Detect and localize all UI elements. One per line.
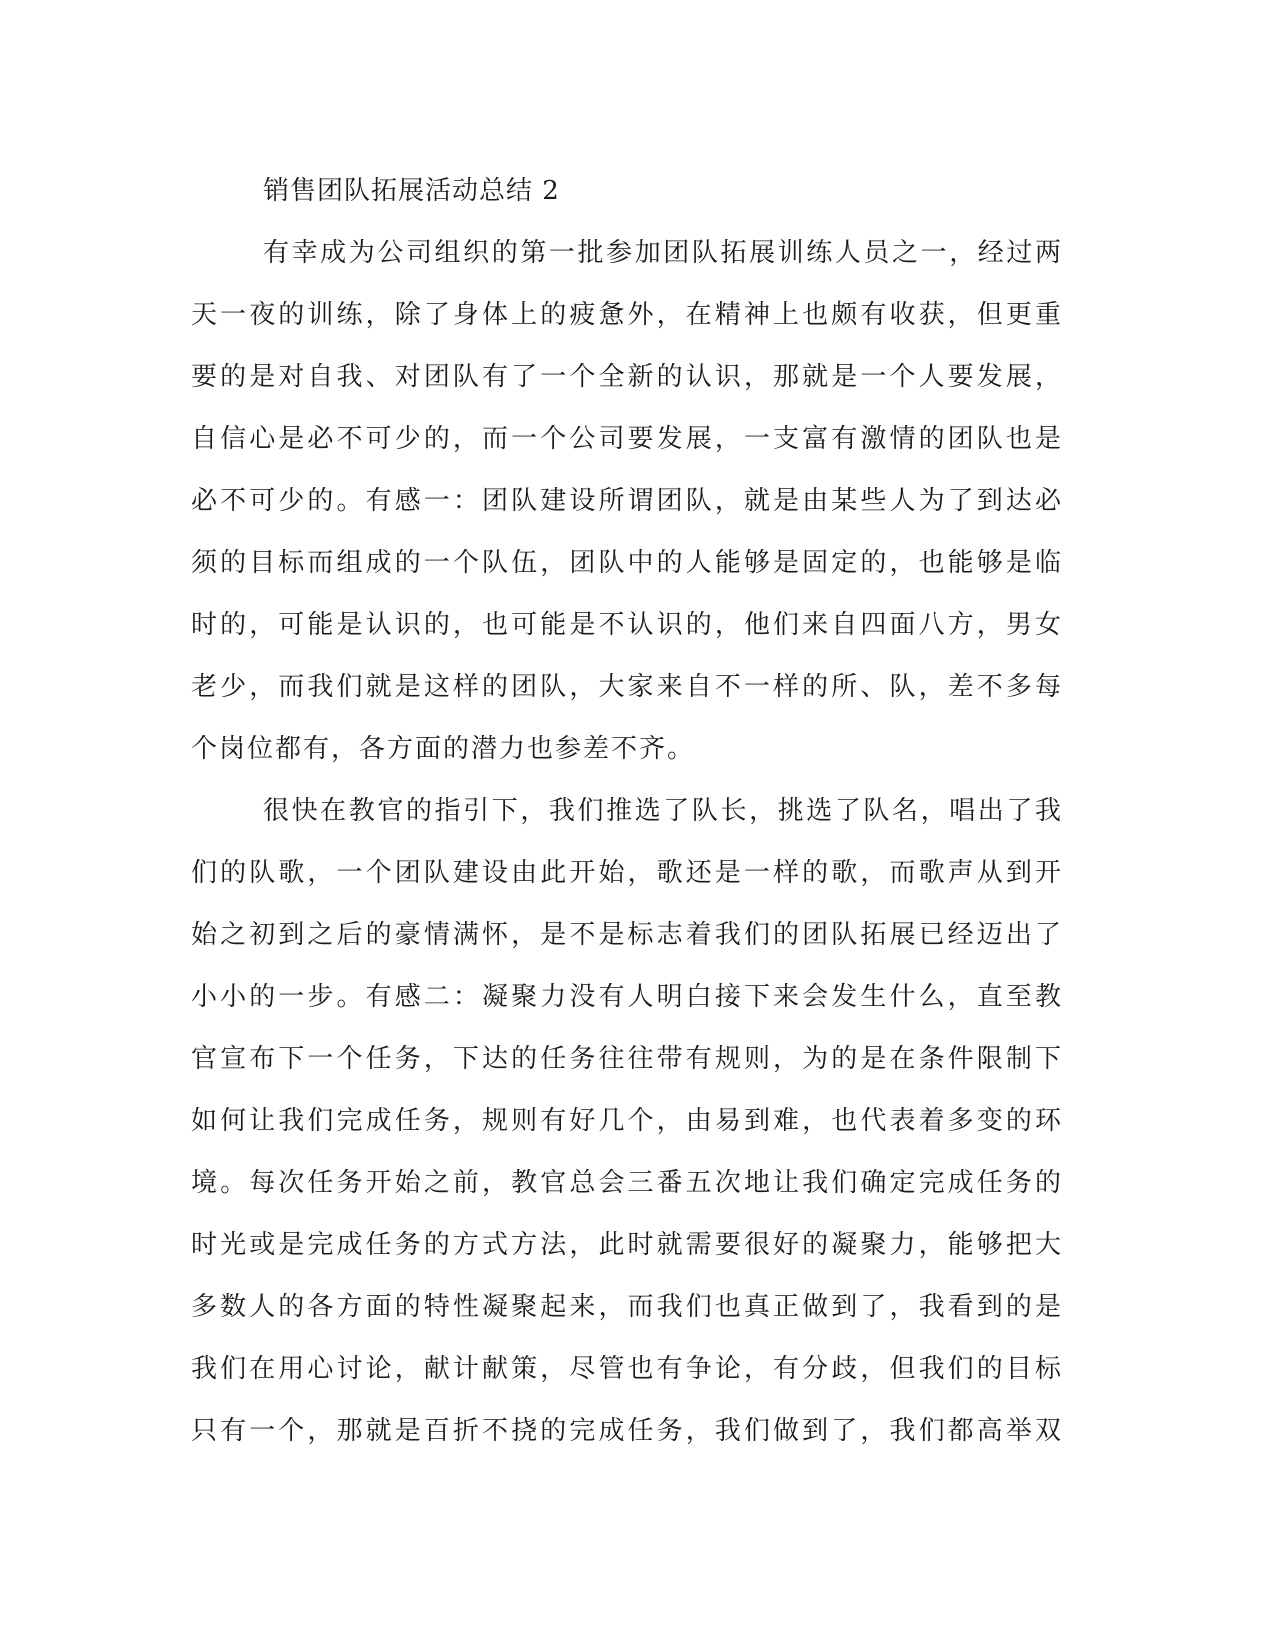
text-line: 要的是对自我、对团队有了一个全新的认识，那就是一个人要发展， <box>191 362 1061 392</box>
text-line: 我们在用心讨论，献计献策，尽管也有争论，有分歧，但我们的目标 <box>191 1354 1061 1384</box>
paragraph-2 <box>191 780 1061 1462</box>
text-line: 小小的一步。有感二：凝聚力没有人明白接下来会发生什么，直至教 <box>191 982 1061 1012</box>
text-line: 个岗位都有，各方面的潜力也参差不齐。 <box>191 734 696 764</box>
text-line: 有幸成为公司组织的第一批参加团队拓展训练人员之一，经过两 <box>263 238 1061 268</box>
text-line: 须的目标而组成的一个队伍，团队中的人能够是固定的，也能够是临 <box>191 548 1061 578</box>
document-title: 销售团队拓展活动总结 2 <box>263 176 560 206</box>
text-line: 如何让我们完成任务，规则有好几个，由易到难，也代表着多变的环 <box>191 1106 1061 1136</box>
text-line: 只有一个，那就是百折不挠的完成任务，我们做到了，我们都高举双 <box>191 1416 1061 1446</box>
document-body <box>191 160 1061 1462</box>
text-line: 多数人的各方面的特性凝聚起来，而我们也真正做到了，我看到的是 <box>191 1292 1061 1322</box>
text-line: 时光或是完成任务的方式方法，此时就需要很好的凝聚力，能够把大 <box>191 1230 1061 1260</box>
text-line: 老少，而我们就是这样的团队，大家来自不一样的所、队，差不多每 <box>191 672 1061 702</box>
text-line: 官宣布下一个任务，下达的任务往往带有规则，为的是在条件限制下 <box>191 1044 1061 1074</box>
text-line: 始之初到之后的豪情满怀，是不是标志着我们的团队拓展已经迈出了 <box>191 920 1061 950</box>
text-line: 境。每次任务开始之前，教官总会三番五次地让我们确定完成任务的 <box>191 1168 1061 1198</box>
text-line: 天一夜的训练，除了身体上的疲惫外，在精神上也颇有收获，但更重 <box>191 300 1061 330</box>
text-line: 时的，可能是认识的，也可能是不认识的，他们来自四面八方，男女 <box>191 610 1061 640</box>
text-line: 们的队歌，一个团队建设由此开始，歌还是一样的歌，而歌声从到开 <box>191 858 1061 888</box>
text-line: 必不可少的。有感一：团队建设所谓团队，就是由某些人为了到达必 <box>191 486 1061 516</box>
text-line: 自信心是必不可少的，而一个公司要发展，一支富有激情的团队也是 <box>191 424 1061 454</box>
text-line: 很快在教官的指引下，我们推选了队长，挑选了队名，唱出了我 <box>263 796 1061 826</box>
paragraph-1 <box>191 222 1061 780</box>
